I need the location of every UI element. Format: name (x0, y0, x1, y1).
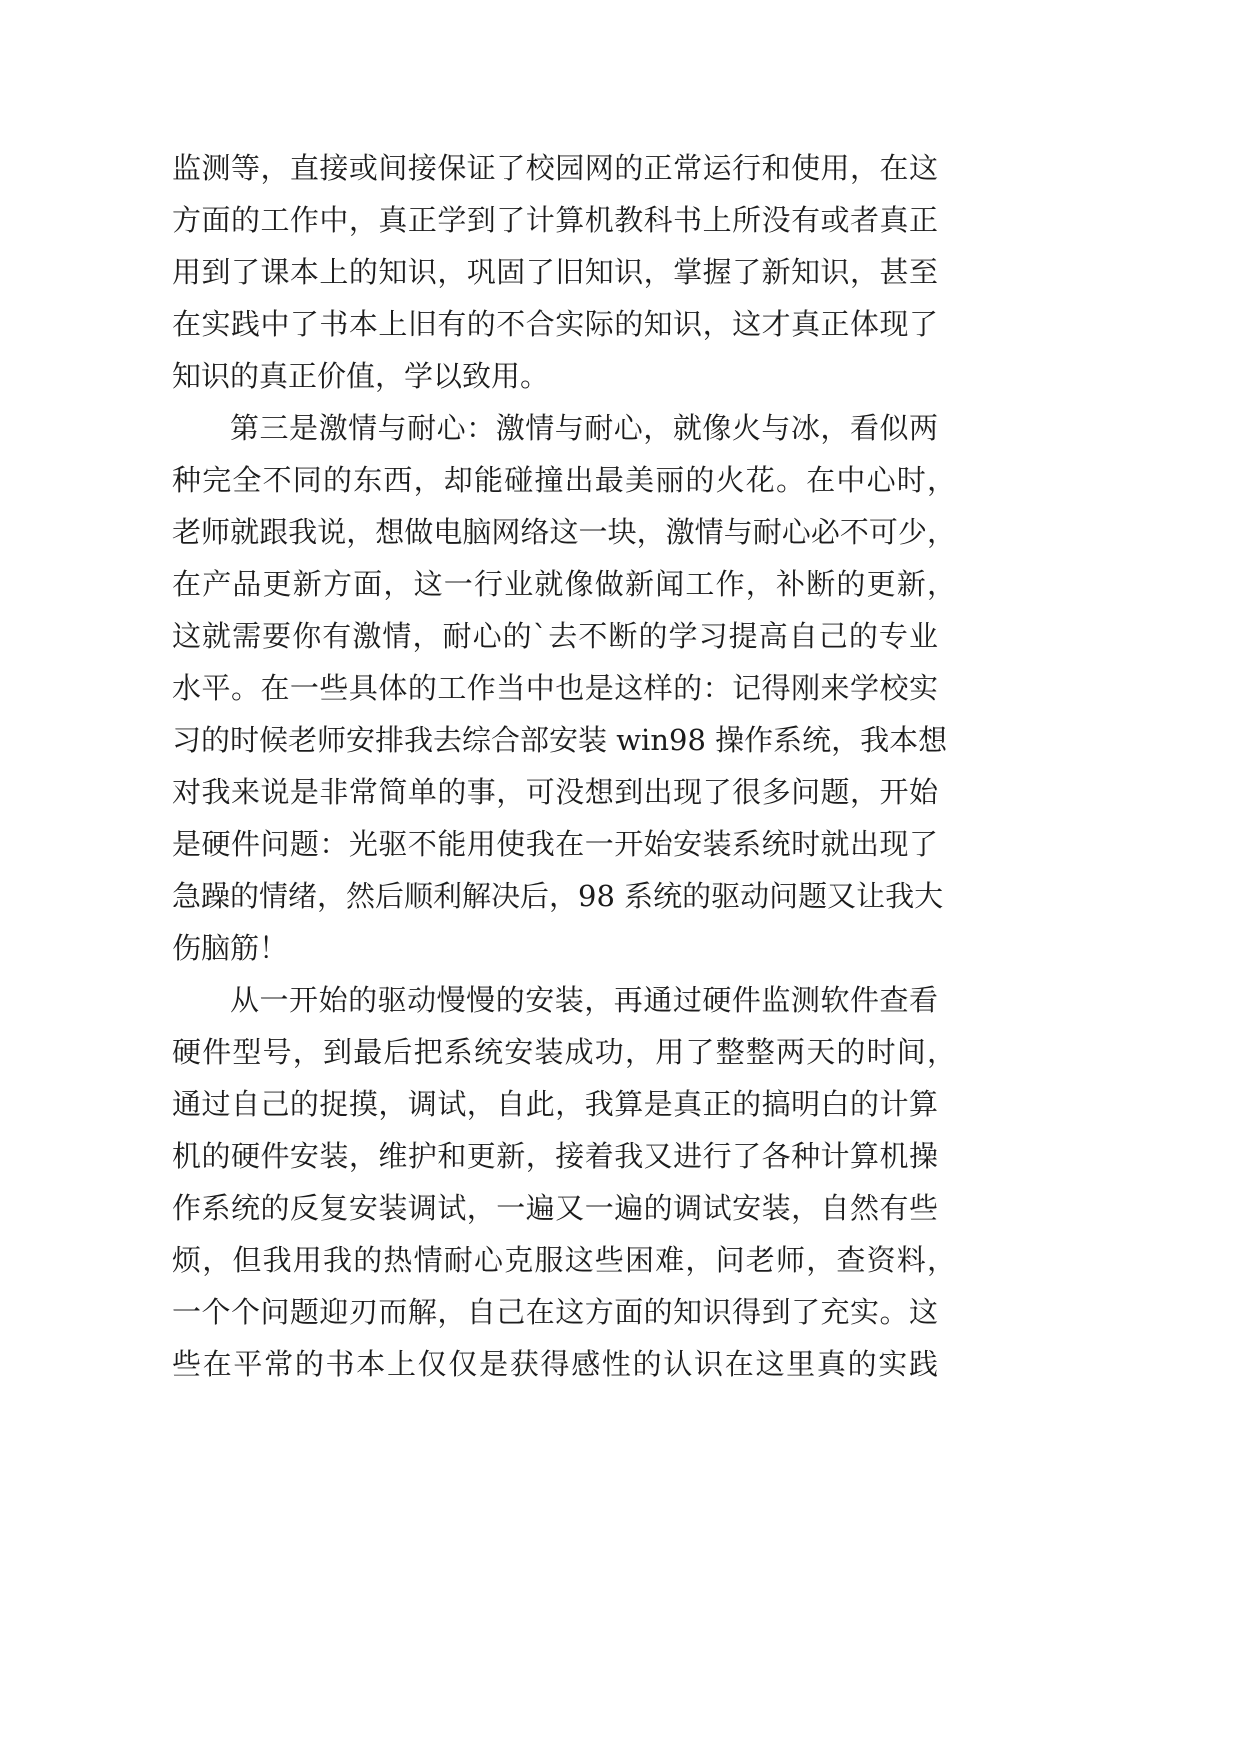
text-line: 烦，但我用我的热情耐心克服这些困难，问老师，查资料， (172, 1243, 956, 1277)
text-line: 监测等，直接或间接保证了校园网的正常运行和使用，在这 (172, 151, 938, 185)
paragraph-passion-and-patience (172, 402, 962, 974)
text-line: 这就需要你有激情，耐心的`去不断的学习提高自己的专业 (172, 619, 938, 653)
text-line: 机的硬件安装，维护和更新，接着我又进行了各种计算机操 (172, 1139, 938, 1173)
text-line: 在产品更新方面，这一行业就像做新闻工作，补断的更新， (172, 567, 956, 601)
text-line: 种完全不同的东西，却能碰撞出最美丽的火花。在中心时， (172, 463, 956, 497)
paragraph-driver-installation (172, 974, 962, 1390)
text-line: 知识的真正价值，学以致用。 (172, 359, 550, 393)
text-line: 作系统的反复安装调试，一遍又一遍的调试安装，自然有些 (172, 1191, 938, 1225)
paragraph-continuation (172, 142, 962, 402)
text-line: 对我来说是非常简单的事，可没想到出现了很多问题，开始 (172, 775, 938, 809)
text-line: 用到了课本上的知识，巩固了旧知识，掌握了新知识，甚至 (172, 255, 938, 289)
text-line: 老师就跟我说，想做电脑网络这一块，激情与耐心必不可少， (172, 515, 956, 549)
body-text (172, 142, 962, 1390)
text-line: 急躁的情绪，然后顺利解决后，98 系统的驱动问题又让我大 (172, 879, 944, 913)
text-line: 方面的工作中，真正学到了计算机教科书上所没有或者真正 (172, 203, 938, 237)
text-line: 一个个问题迎刃而解，自己在这方面的知识得到了充实。这 (172, 1295, 938, 1329)
text-line: 通过自己的捉摸，调试，自此，我算是真正的搞明白的计算 (172, 1087, 938, 1121)
text-line: 从一开始的驱动慢慢的安装，再通过硬件监测软件查看 (230, 983, 938, 1017)
text-line: 第三是激情与耐心：激情与耐心，就像火与冰，看似两 (230, 411, 938, 445)
text-line: 是硬件问题：光驱不能用使我在一开始安装系统时就出现了 (172, 827, 938, 861)
text-line: 在实践中了书本上旧有的不合实际的知识，这才真正体现了 (172, 307, 938, 341)
text-line: 些在平常的书本上仅仅是获得感性的认识在这里真的实践 (172, 1347, 938, 1381)
text-line: 水平。在一些具体的工作当中也是这样的：记得刚来学校实 (172, 671, 938, 705)
text-line: 伤脑筋！ (172, 931, 289, 965)
text-line: 硬件型号，到最后把系统安装成功，用了整整两天的时间， (172, 1035, 956, 1069)
text-line: 习的时候老师安排我去综合部安装 win98 操作系统，我本想 (172, 723, 948, 757)
